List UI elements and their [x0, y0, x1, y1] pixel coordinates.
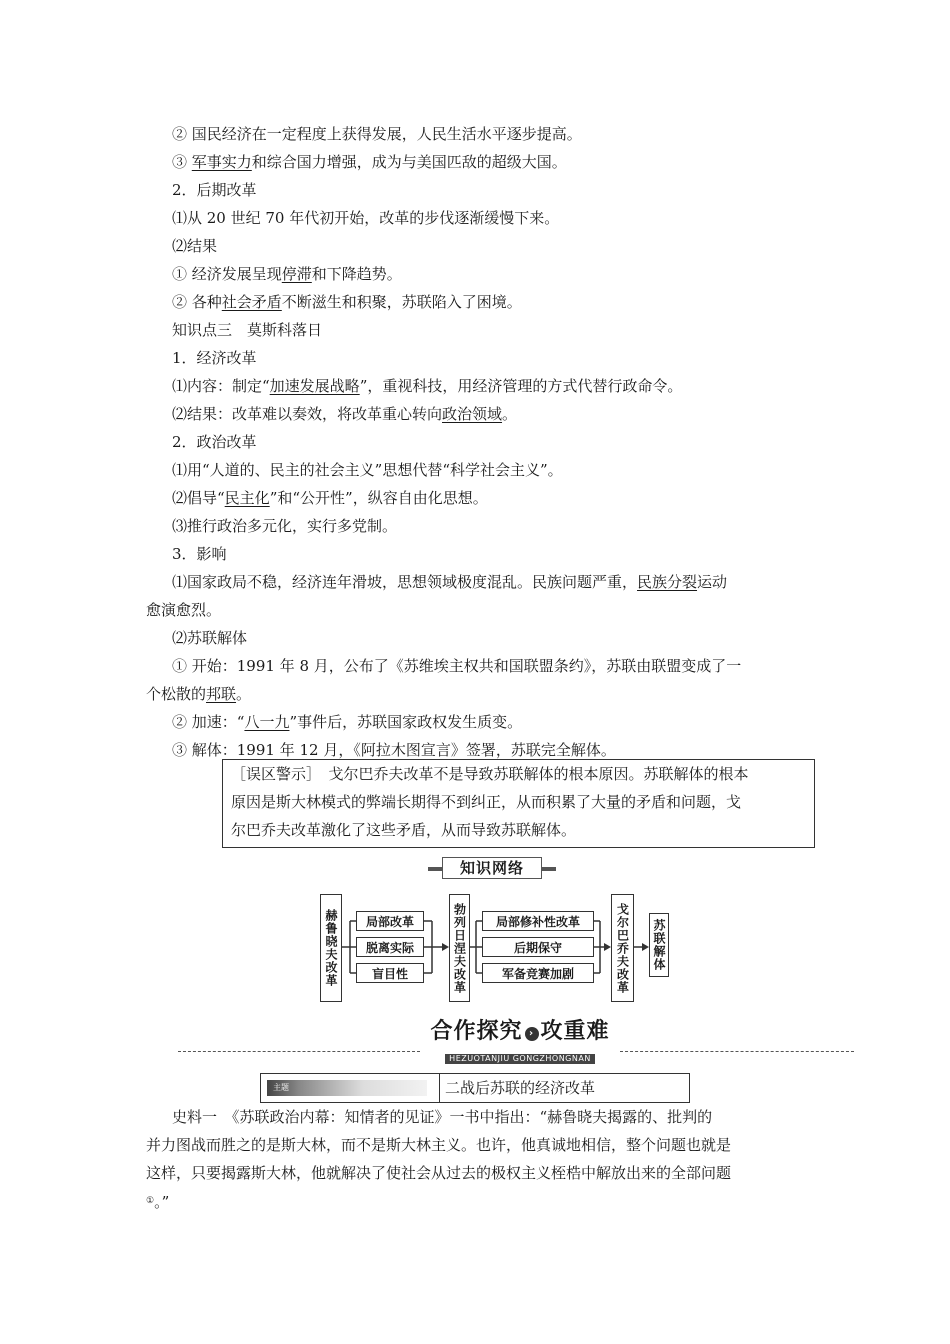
key-term: 民主化	[224, 489, 270, 507]
text-run: ⑴从 20 世纪 70 年代初开始，改革的步伐逐渐缓慢下来。	[172, 209, 560, 227]
text-run: ⑵结果	[172, 237, 218, 255]
dashed-divider-left	[178, 1051, 420, 1052]
knowledge-network-title: 知识网络	[442, 857, 542, 879]
node-label: 苏联解体	[652, 919, 666, 971]
key-term: 军事实力	[191, 153, 252, 171]
text-run: ⑵苏联解体	[172, 629, 248, 647]
text-run: ”和“公开性”，纵容自由化思想。	[269, 489, 488, 507]
topic-tag: 主题	[273, 1083, 289, 1092]
node-brezhnev-reform	[449, 894, 470, 1002]
section-pinyin: HEZUOTANJIU GONGZHONGNAN	[445, 1054, 595, 1064]
section-title	[420, 1018, 620, 1046]
text-run: ⑴用“人道的、民主的社会主义”思想代替“科学社会主义”。	[172, 461, 563, 479]
text-run: 和下降趋势。	[311, 265, 402, 283]
text-run: 2．政治改革	[172, 433, 257, 451]
material-line: 这样，只要揭露斯大林，他就解决了使社会从过去的极权主义桎梏中解放出来的全部问题	[146, 1164, 732, 1182]
node-gorbachev-reform	[611, 894, 634, 1002]
material-line: 史料一 《苏联政治内幕：知情者的见证》一书中指出：“赫鲁晓夫揭露的、批判的	[172, 1108, 713, 1126]
arrow-head	[604, 943, 611, 951]
text-run: 知识点三 莫斯科落日	[172, 321, 323, 339]
material-last-line	[146, 1191, 169, 1212]
text-run: ⑵倡导“	[172, 489, 225, 507]
text-run: 。	[502, 405, 518, 423]
cooperative-inquiry-header	[420, 1018, 620, 1063]
section-title-right: 攻重难	[540, 1019, 610, 1044]
chevron-right-icon: ›	[525, 1027, 539, 1041]
topic-title: 二战后苏联的经济改革	[445, 1079, 596, 1097]
text-run: ”事件后，苏联国家政权发生质变。	[289, 713, 523, 731]
text-run: ② 各种	[172, 293, 222, 311]
dashed-divider-right	[620, 1051, 854, 1052]
text-run: 和综合国力增强，成为与美国匹敌的超级大国。	[251, 153, 567, 171]
key-term: 加速发展战略	[269, 377, 360, 395]
text-run: 1．经济改革	[172, 349, 257, 367]
text-run: 。	[236, 685, 252, 703]
node-soviet-collapse	[649, 913, 669, 977]
text-run: ② 国民经济在一定程度上获得发展，人民生活水平逐步提高。	[172, 125, 582, 143]
node-label: 勃列日涅夫改革	[452, 902, 467, 994]
text-run: ③	[172, 153, 192, 171]
text-run: ⑴国家政局不稳，经济连年滑坡，思想领域极度混乱。民族问题严重，	[172, 573, 638, 591]
text-run: 不断滋生和积聚，苏联陷入了困境。	[281, 293, 522, 311]
node-label: 戈尔巴乔夫改革	[615, 902, 630, 994]
arrow-head	[642, 943, 649, 951]
text-run: 愈演愈烈。	[146, 601, 222, 619]
text-run: 3．影响	[172, 545, 227, 563]
text-run: ⑵结果：改革难以奏效，将改革重心转向	[172, 405, 443, 423]
material-closing-quote: 。”	[154, 1193, 170, 1211]
warning-line: ［误区警示］ 戈尔巴乔夫改革不是导致苏联解体的根本原因。苏联解体的根本	[231, 765, 749, 783]
text-run: ”，重视科技，用经济管理的方式代替行政命令。	[359, 377, 683, 395]
text-run: 2．后期改革	[172, 181, 257, 199]
footnote-marker: ①	[146, 1196, 155, 1206]
node-b-item: 后期保守	[482, 937, 594, 957]
node-k-item: 局部改革	[356, 911, 424, 931]
node-b-item: 军备竞赛加剧	[482, 963, 594, 983]
node-b-item: 局部修补性改革	[482, 911, 594, 931]
key-term: 社会矛盾	[221, 293, 282, 311]
text-run: ⑶推行政治多元化，实行多党制。	[172, 517, 398, 535]
text-run: ⑴内容：制定“	[172, 377, 270, 395]
node-khrushchev-reform	[320, 894, 342, 1002]
topic-tag-gradient	[267, 1080, 427, 1096]
warning-line: 尔巴乔夫改革激化了这些矛盾，从而导致苏联解体。	[231, 821, 577, 839]
topic-tag-area	[261, 1074, 440, 1102]
topic-box	[260, 1073, 690, 1103]
node-k-item: 盲目性	[356, 963, 424, 983]
warning-line: 原因是斯大林模式的弊端长期得不到纠正，从而积累了大量的矛盾和问题，戈	[231, 793, 742, 811]
text-run: ② 加速：“	[172, 713, 245, 731]
key-term: 政治领域	[442, 405, 503, 423]
text-run: ① 开始：1991 年 8 月，公布了《苏维埃主权共和国联盟条约》，苏联由联盟变成了一	[172, 657, 742, 675]
text-run: ③ 解体：1991 年 12 月，《阿拉木图宣言》签署，苏联完全解体。	[172, 741, 616, 759]
node-k-item: 脱离实际	[356, 937, 424, 957]
text-run: 个松散的	[146, 685, 207, 703]
material-line: 并力图战而胜之的是斯大林，而不是斯大林主义。也许，他真诚地相信，整个问题也就是	[146, 1136, 732, 1154]
key-term: 邦联	[206, 685, 237, 703]
section-title-left: 合作探究	[430, 1019, 523, 1044]
key-term: 民族分裂	[637, 573, 698, 591]
key-term: 停滞	[281, 265, 312, 283]
text-run: 运动	[697, 573, 728, 591]
arrow-head	[442, 943, 449, 951]
node-label: 赫鲁晓夫改革	[324, 909, 338, 987]
text-run: ① 经济发展呈现	[172, 265, 282, 283]
key-term: 八一九	[244, 713, 290, 731]
